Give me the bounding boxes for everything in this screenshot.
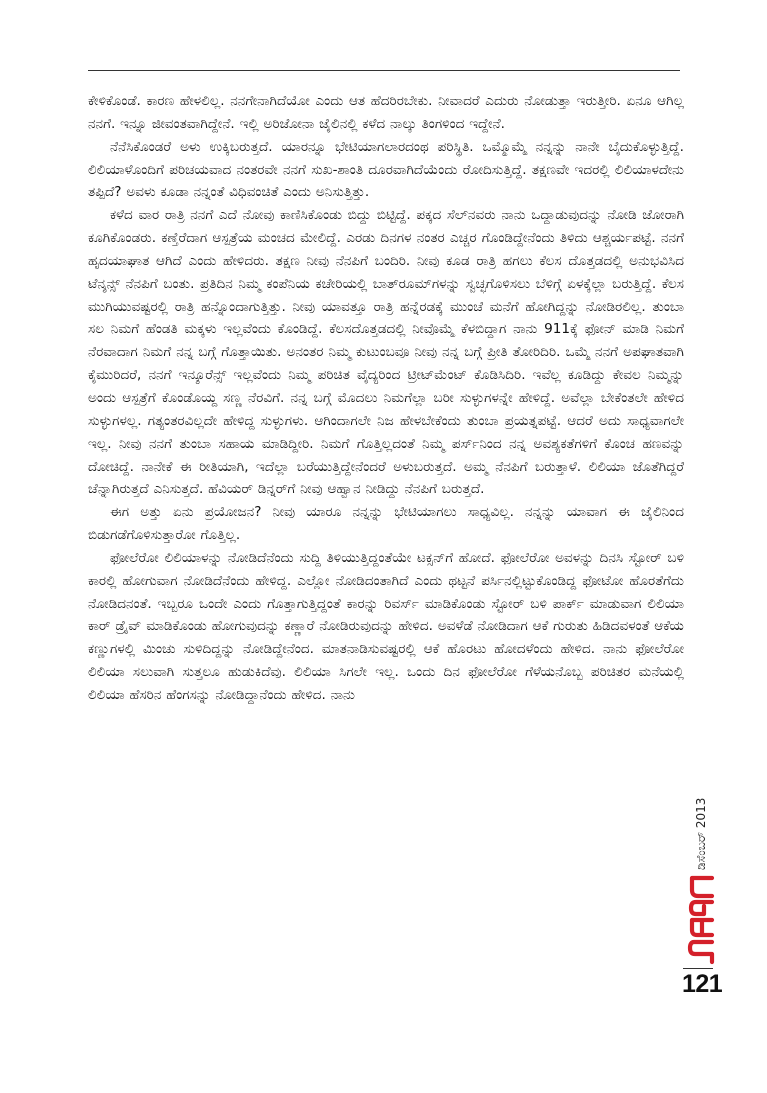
article-body (88, 90, 684, 707)
issue-date: ಡಿಸೆಂಬರ್ 2013 (694, 797, 708, 870)
magazine-logo-icon (686, 872, 716, 968)
paragraph-3: ಕಳೆದ ವಾರ ರಾತ್ರಿ ನನಗೆ ಎದೆ ನೋವು ಕಾಣಿಸಿಕೊಂಡು ಬಿದ್ದು ಬಿಟ್ಟಿದ್ದೆ. ಪಕ್ಕದ ಸೆಲ್‌ನವರು ನಾನು ಒದ್ದಾಡುವುದನ್ನು ನೋಡಿ ಜೋರಾಗಿ ಕೂಗಿಕೊಂಡರು. ಕಣ್ತೆರೆದಾಗ ಆಸ್ಪತ್ರೆಯ ಮಂಚದ ಮೇಲಿದ್ದೆ. ಎರಡು ದಿನಗಳ ನಂತರ ಎಚ್ಚರ ಗೊಂಡಿದ್ದೇನೆಂದು ತಿಳಿದು ಆಶ್ಚರ್ಯಪಟ್ಟೆ. ನನಗೆ ಹೃದಯಾಘಾತ ಆಗಿದೆ ಎಂದು ಹೇಳಿದರು. ತಕ್ಷಣ ನೀವು ನೆನಪಿಗೆ ಬಂದಿರಿ. ನೀವು ಕೂಡ ರಾತ್ರಿ ಹಗಲು ಕೆಲಸ ದೊತ್ತಡದಲ್ಲಿ ಅನುಭವಿಸಿದ ಟೆನ್ಶನ್ಸ್ ನೆನಪಿಗೆ ಬಂತು. ಪ್ರತಿದಿನ ನಿಮ್ಮ ಕಂಪೆನಿಯ ಕಚೇರಿಯಲ್ಲಿ ಬಾತ್‌ರೂಮ್‌ಗಳನ್ನು ಸ್ವಚ್ಛಗೊಳಿಸಲು ಬೆಳಿಗ್ಗೆ ಏಳಕ್ಕೆಲ್ಲಾ ಬರುತ್ತಿದ್ದೆ. ಕೆಲಸ ಮುಗಿಯುವಷ್ಟರಲ್ಲಿ ರಾತ್ರಿ ಹನ್ನೊಂದಾಗುತ್ತಿತ್ತು. ನೀವು ಯಾವತ್ತೂ ರಾತ್ರಿ ಹನ್ನೆರಡಕ್ಕೆ ಮುಂಚೆ ಮನೆಗೆ ಹೋಗಿದ್ದನ್ನು ನೋಡಿರಲಿಲ್ಲ. ತುಂಬಾ ಸಲ ನಿಮಗೆ ಹೆಂಡತಿ ಮಕ್ಕಳು ಇಲ್ಲವೆಂದು ಕೊಂಡಿದ್ದೆ. ಕೆಲಸದೊತ್ತಡದಲ್ಲಿ ನೀವೊಮ್ಮೆ ಕೆಳಬಿದ್ದಾಗ ನಾನು 911ಕ್ಕೆ ಫೋನ್ ಮಾಡಿ ನಿಮಗೆ ನೆರವಾದಾಗ ನಿಮಗೆ ನನ್ನ ಬಗ್ಗೆ ಗೊತ್ತಾಯಿತು. ಅನಂತರ ನಿಮ್ಮ ಕುಟುಂಬವೂ ನೀವು ನನ್ನ ಬಗ್ಗೆ ಪ್ರೀತಿ ತೋರಿದಿರಿ. ಒಮ್ಮೆ ನನಗೆ ಅಪಘಾತವಾಗಿ ಕೈಮುರಿದರೆ, ನನಗೆ ಇನ್ಶೂರೆನ್ಸ್ ಇಲ್ಲವೆಂದು ನಿಮ್ಮ ಪರಿಚಿತ ವೈದ್ಯರಿಂದ ಟ್ರೀಟ್‌ಮೆಂಟ್ ಕೊಡಿಸಿದಿರಿ. ಇವೆಲ್ಲ ಕೂಡಿದ್ದು ಕೇವಲ ನಿಮ್ಮನ್ನು ಅಂದು ಆಸ್ಪತ್ರೆಗೆ ಕೊಂಡೊಯ್ದ ಸಣ್ಣ ನೆರವಿಗೆ. ನನ್ನ ಬಗ್ಗೆ ಮೊದಲು ನಿಮಗೆಲ್ಲಾ ಬರೀ ಸುಳ್ಳುಗಳನ್ನೇ ಹೇಳಿದ್ದೆ. ಅವೆಲ್ಲಾ ಬೇಕೆಂತಲೇ ಹೇಳಿದ ಸುಳ್ಳುಗಳಲ್ಲ. ಗತ್ಯಂತರವಿಲ್ಲದೇ ಹೇಳಿದ್ದ ಸುಳ್ಳುಗಳು. ಆಗಿಂದಾಗಲೇ ನಿಜ ಹೇಳಬೇಕೆಂದು ತುಂಬಾ ಪ್ರಯತ್ನಪಟ್ಟೆ. ಆದರೆ ಅದು ಸಾಧ್ಯವಾಗಲೇ ಇಲ್ಲ. ನೀವು ನನಗೆ ತುಂಬಾ ಸಹಾಯ ಮಾಡಿದ್ದೀರಿ. ನಿಮಗೆ ಗೊತ್ತಿಲ್ಲದಂತೆ ನಿಮ್ಮ ಪರ್ಸ್‌ನಿಂದ ನನ್ನ ಅವಶ್ಯಕತೆಗಳಿಗೆ ಕೊಂಚ ಹಣವನ್ನು ದೋಚಿದ್ದೆ. ನಾನೇಕೆ ಈ ರೀತಿಯಾಗಿ, ಇದೆಲ್ಲಾ ಬರೆಯುತ್ತಿದ್ದೇನೆಂದರೆ ಅಳುಬರುತ್ತದೆ. ಅಮ್ಮ ನೆನಪಿಗೆ ಬರುತ್ತಾಳೆ. ಲಿಲಿಯಾ ಜೊತೆಗಿದ್ದರೆ ಚೆನ್ನಾಗಿರುತ್ತದೆ ಎನಿಸುತ್ತದೆ. ಹೆವಿಯರ್ ಡಿನ್ನರ್‌ಗೆ ನೀವು ಆಹ್ವಾನ ನೀಡಿದ್ದು ನೆನಪಿಗೆ ಬರುತ್ತದೆ. (88, 207, 684, 498)
paragraph-5: ಫೋಲೆರೋ ಲಿಲಿಯಾಳನ್ನು ನೋಡಿದೆನೆಂದು ಸುದ್ದಿ ತಿಳಿಯುತ್ತಿದ್ದಂತೆಯೇ ಟಕ್ಸನ್‌ಗೆ ಹೋದೆ. ಫೋಲೆರೋ ಅವಳನ್ನು ದಿನಸಿ ಸ್ಟೋರ್ ಬಳಿ ಕಾರಲ್ಲಿ ಹೋಗುವಾಗ ನೋಡಿದೆನೆಂದು ಹೇಳಿದ್ದ. ಎಲ್ಲೋ ನೋಡಿದಂತಾಗಿದೆ ಎಂದು ಥಟ್ಟನೆ ಪರ್ಸಿನಲ್ಲಿಟ್ಟುಕೊಂಡಿದ್ದ ಫೋಟೋ ಹೊರತೆಗೆದು ನೋಡಿದನಂತೆ. ಇಬ್ಬರೂ ಒಂದೇ ಎಂದು ಗೊತ್ತಾಗುತ್ತಿದ್ದಂತೆ ಕಾರನ್ನು ರಿವರ್ಸ್ ಮಾಡಿಕೊಂಡು ಸ್ಟೋರ್ ಬಳಿ ಪಾರ್ಕ್ ಮಾಡುವಾಗ ಲಿಲಿಯಾ ಕಾರ್ ಡ್ರೈವ್ ಮಾಡಿಕೊಂಡು ಹೋಗುವುದನ್ನು ಕಣ್ಣಾರೆ ನೋಡಿರುವುದನ್ನು ಹೇಳಿದ. ಅವಳೆಡೆ ನೋಡಿದಾಗ ಆಕೆ ಗುರುತು ಹಿಡಿದವಳಂತೆ ಆಕೆಯ ಕಣ್ಣುಗಳಲ್ಲಿ ಮಿಂಚು ಸುಳಿದಿದ್ದನ್ನು ನೋಡಿದ್ದೇನೆಂದ. ಮಾತನಾಡಿಸುವಷ್ಟರಲ್ಲಿ ಆಕೆ ಹೊರಟು ಹೋದಳೆಂದು ಹೇಳಿದ. ನಾನು ಫೋಲೆರೋ ಲಿಲಿಯಾ ಸಲುವಾಗಿ ಸುತ್ತಲೂ ಹುಡುಕಿದೆವು. ಲಿಲಿಯಾ ಸಿಗಲೇ ಇಲ್ಲ. ಒಂದು ದಿನ ಫೋಲೆರೋ ಗೆಳೆಯನೊಬ್ಬ ಪರಿಚಿತರ ಮನೆಯಲ್ಲಿ ಲಿಲಿಯಾ ಹೆಸರಿನ ಹೆಂಗಸನ್ನು ನೋಡಿದ್ದಾನೆಂದು ಹೇಳಿದ. ನಾನು (88, 549, 684, 703)
header-rule (88, 70, 680, 71)
page-number: 121 (682, 970, 723, 998)
paragraph-4: ಈಗ ಅತ್ತು ಏನು ಪ್ರಯೋಜನ? ನೀವು ಯಾರೂ ನನ್ನನ್ನು ಭೇಟಿಯಾಗಲು ಸಾಧ್ಯವಿಲ್ಲ. ನನ್ನನ್ನು ಯಾವಾಗ ಈ ಜೈಲಿನಿಂದ ಬಿಡುಗಡೆಗೊಳಿಸುತ್ತಾರೋ ಗೊತ್ತಿಲ್ಲ. (88, 504, 684, 544)
paragraph-1: ಕೇಳಿಕೊಂಡೆ. ಕಾರಣ ಹೇಳಲಿಲ್ಲ. ನನಗೇನಾಗಿದೆಯೋ ಎಂದು ಆತ ಹೆದರಿರಬೇಕು. ನೀವಾದರೆ ಎದುರು ನೋಡುತ್ತಾ ಇರುತ್ತೀರಿ. ಏನೂ ಆಗಿಲ್ಲ ನನಗೆ. ಇನ್ನೂ ಜೀವಂತವಾಗಿದ್ದೇನೆ. ಇಲ್ಲಿ ಅರಿಜೋನಾ ಜೈಲಿನಲ್ಲಿ ಕಳೆದ ನಾಲ್ಕು ತಿಂಗಳಿಂದ ಇದ್ದೇನೆ. (88, 93, 684, 132)
paragraph-2: ನೆನೆಸಿಕೊಂಡರೆ ಅಳು ಉಕ್ಕಿಬರುತ್ತದೆ. ಯಾರನ್ನೂ ಭೇಟಿಯಾಗಲಾರದಂಥ ಪರಿಸ್ಥಿತಿ. ಒಮ್ಮೊಮ್ಮೆ ನನ್ನನ್ನು ನಾನೇ ಬೈದುಕೊಳ್ಳುತ್ತಿದ್ದೆ. ಲಿಲಿಯಾಳೊಂದಿಗೆ ಪರಿಚಯವಾದ ನಂತರವೇ ನನಗೆ ಸುಖ-ಶಾಂತಿ ದೂರವಾಗಿದೆಯೆಂದು ರೋದಿಸುತ್ತಿದ್ದೆ. ತಕ್ಷಣವೇ ಇದರಲ್ಲಿ ಲಿಲಿಯಾಳದೇನು ತಪ್ಪಿದೆ? ಅವಳು ಕೂಡಾ ನನ್ನಂತೆ ವಿಧಿವಂಚಿತೆ ಎಂದು ಅನಿಸುತ್ತಿತ್ತು. (88, 138, 684, 201)
magazine-masthead (686, 872, 716, 968)
page-number-rule (683, 968, 713, 969)
